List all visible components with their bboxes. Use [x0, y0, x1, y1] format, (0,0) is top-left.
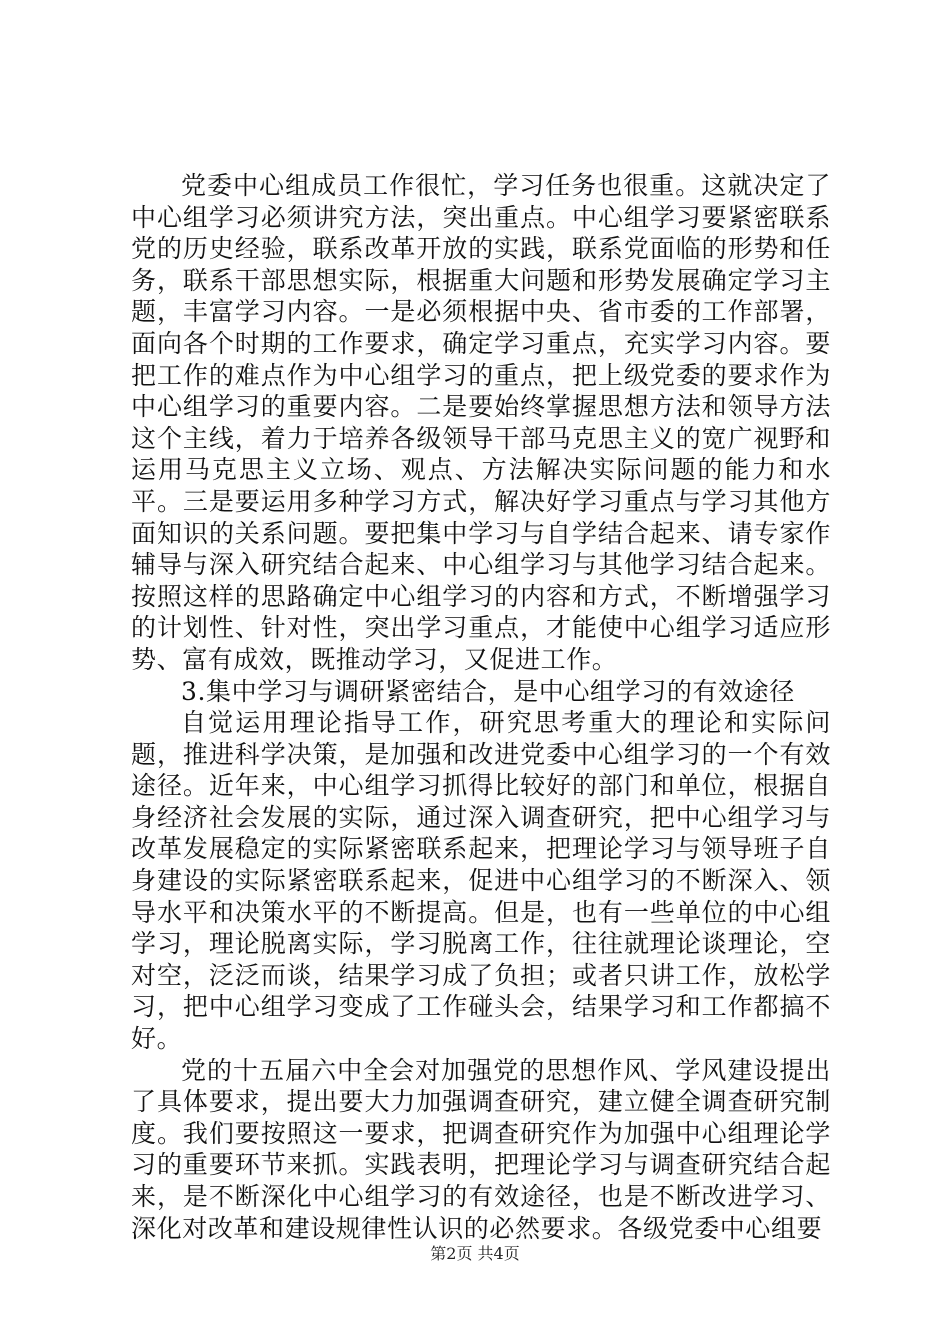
document-body: [131, 170, 831, 1244]
paragraph-theory-practice: 自觉运用理论指导工作，研究思考重大的理论和实际问题，推进科学决策，是加强和改进党委中心组学习的一个有效途径。近年来，中心组学习抓得比较好的部门和单位，根据自身经济社会发展的实际，通过深入调查研究，把中心组学习与改革发展稳定的实际紧密联系起来，把理论学习与领导班子自身建设的实际紧密联系起来，促进中心组学习的不断深入、领导水平和决策水平的不断提高。但是，也有一些单位的中心组学习，理论脱离实际，学习脱离工作，往往就理论谈理论，空对空，泛泛而谈，结果学习成了负担；或者只讲工作，放松学习，把中心组学习变成了工作碰头会，结果学习和工作都搞不好。: [131, 708, 831, 1054]
paragraph-study-methods: 党委中心组成员工作很忙，学习任务也很重。这就决定了中心组学习必须讲究方法，突出重点。中心组学习要紧密联系党的历史经验，联系改革开放的实践，联系党面临的形势和任务，联系干部思想实际，根据重大问题和形势发展确定学习主题，丰富学习内容。一是必须根据中央、省市委的工作部署，面向各个时期的工作要求，确定学习重点，充实学习内容。要把工作的难点作为中心组学习的重点，把上级党委的要求作为中心组学习的重要内容。二是要始终掌握思想方法和领导方法这个主线，着力于培养各级领导干部马克思主义的宽广视野和运用马克思主义立场、观点、方法解决实际问题的能力和水平。三是要运用多种学习方式，解决好学习重点与学习其他方面知识的关系问题。要把集中学习与自学结合起来、请专家作辅导与深入研究结合起来、中心组学习与其他学习结合起来。按照这样的思路确定中心组学习的内容和方式，不断增强学习的计划性、针对性，突出学习重点，才能使中心组学习适应形势、富有成效，既推动学习，又促进工作。: [131, 171, 831, 674]
paragraph-investigation-research: 党的十五届六中全会对加强党的思想作风、学风建设提出了具体要求，提出要大力加强调查研究，建立健全调查研究制度。我们要按照这一要求，把调查研究作为加强中心组理论学习的重要环节来抓。实践表明，把理论学习与调查研究结合起来，是不断深化中心组学习的有效途径，也是不断改进学习、深化对改革和建设规律性认识的必然要求。各级党委中心组要: [131, 1055, 831, 1243]
page-number-footer: 第2页 共4页: [430, 1244, 520, 1263]
section-heading: 3.集中学习与调研紧密结合，是中心组学习的有效途径: [181, 676, 795, 706]
